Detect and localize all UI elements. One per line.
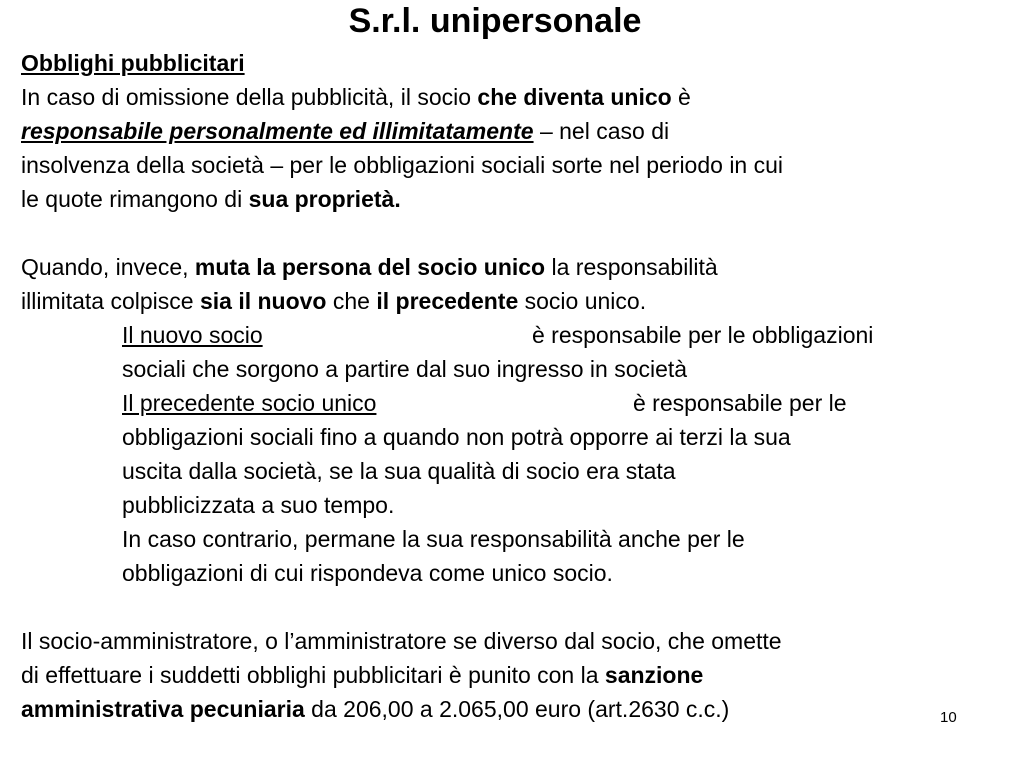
slide-body [21, 46, 981, 726]
prev-socio-line-4: pubblicizzata a suo tempo. [122, 492, 395, 518]
text-span: socio unico. [518, 288, 647, 314]
bold-span: sua proprietà. [248, 186, 401, 212]
paragraph-1-line-3: insolvenza della società – per le obbligazioni sociali sorte nel periodo in cui [21, 152, 784, 178]
paragraph-1-line-4 [21, 182, 981, 216]
text-span: In caso di omissione della pubblicità, il socio [21, 84, 478, 110]
paragraph-3-line-3 [21, 692, 981, 726]
text-span: è [671, 84, 691, 110]
new-socio-line-1 [21, 318, 981, 352]
prev-socio-line-5: In caso contrario, permane la sua responsabilità anche per le [122, 526, 745, 552]
text-span: da 206,00 a 2.065,00 euro (art.2630 c.c.) [304, 696, 730, 722]
spacer [21, 216, 981, 250]
text-span: è responsabile per le obbligazioni [532, 322, 874, 348]
paragraph-2-line-2 [21, 284, 981, 318]
bold-span: muta la persona del socio unico [194, 254, 546, 280]
prev-socio-line-1 [21, 386, 981, 420]
paragraph-2-line-1 [21, 250, 981, 284]
text-span: illimitata colpisce [21, 288, 200, 314]
slide-title: S.r.l. unipersonale [348, 2, 642, 40]
paragraph-1-line-1 [21, 80, 981, 114]
text-span: la responsabilità [545, 254, 718, 280]
text-span: che [326, 288, 377, 314]
paragraph-3-line-1: Il socio-amministratore, o l’amministratore se diverso dal socio, che omette [21, 628, 782, 654]
new-socio-label: Il nuovo socio [122, 322, 263, 348]
bold-span: il precedente [376, 288, 519, 314]
spacer [21, 590, 981, 624]
prev-socio-label: Il precedente socio unico [122, 390, 377, 416]
section-heading [21, 46, 981, 80]
new-socio-line-2: sociali che sorgono a partire dal suo ingresso in società [122, 356, 688, 382]
text-span: di effettuare i suddetti obblighi pubblicitari è punito con la [21, 662, 605, 688]
bold-span: che diventa unico [477, 84, 672, 110]
emphasis-span: responsabile personalmente ed illimitatamente [21, 118, 534, 144]
page-number: 10 [940, 709, 957, 726]
text-span: – nel caso di [533, 118, 670, 144]
bold-span: amministrativa pecuniaria [21, 696, 305, 722]
prev-socio-line-2: obbligazioni sociali fino a quando non potrà opporre ai terzi la sua [122, 424, 791, 450]
text-span: le quote rimangono di [21, 186, 249, 212]
text-span: Quando, invece, [21, 254, 195, 280]
bold-span: sia il nuovo [199, 288, 327, 314]
paragraph-1-line-2 [21, 114, 981, 148]
bold-span: sanzione [604, 662, 704, 688]
text-span: è responsabile per le [633, 390, 847, 416]
heading-text: Obblighi pubblicitari [21, 50, 245, 76]
prev-socio-line-6: obbligazioni di cui rispondeva come unico socio. [122, 560, 613, 586]
prev-socio-line-3: uscita dalla società, se la sua qualità di socio era stata [122, 458, 676, 484]
paragraph-3-line-2 [21, 658, 981, 692]
